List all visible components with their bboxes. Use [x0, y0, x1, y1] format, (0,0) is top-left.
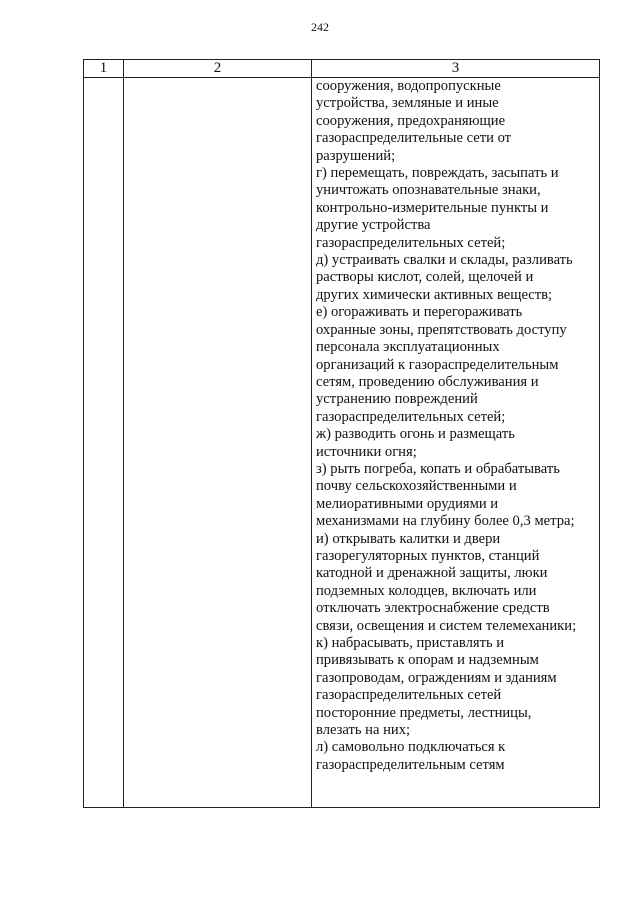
column-3-cell [312, 78, 600, 808]
text-line: и) открывать калитки и двери [316, 530, 501, 547]
text-line: других химически активных веществ; [316, 286, 553, 303]
text-line: механизмами на глубину более 0,3 метра; [316, 513, 575, 530]
text-line: газораспределительных сетей [316, 687, 502, 704]
text-line: сооружения, предохраняющие [316, 112, 506, 129]
column-2-cell [124, 78, 312, 808]
text-line: контрольно-измерительные пункты и [316, 199, 549, 216]
document-table [83, 59, 600, 808]
text-line: е) огораживать и перегораживать [316, 304, 523, 321]
text-line: посторонние предметы, лестницы, [316, 704, 532, 721]
text-line: катодной и дренажной защиты, люки [316, 565, 548, 582]
text-line: источники огня; [316, 443, 417, 460]
text-line: сооружения, водопропускные [316, 78, 501, 94]
page-number: 242 [311, 20, 329, 34]
text-line: ж) разводить огонь и размещать [316, 426, 515, 443]
text-line: мелиоративными орудиями и [316, 495, 499, 512]
text-line: растворы кислот, солей, щелочей и [316, 269, 534, 286]
text-line: другие устройства [316, 217, 431, 234]
text-line: газораспределительным сетям [316, 756, 505, 773]
text-line: газорегуляторных пунктов, станций [316, 547, 540, 564]
text-line: газораспределительных сетей; [316, 408, 506, 425]
text-line: привязывать к опорам и надземным [316, 652, 539, 669]
text-line: л) самовольно подключаться к [316, 739, 506, 756]
text-line: охранные зоны, препятствовать доступу [316, 321, 567, 338]
column-header-3: 3 [312, 60, 600, 78]
column-header-1: 1 [84, 60, 124, 78]
text-line: устранению повреждений [316, 391, 478, 408]
text-line: персонала эксплуатационных [316, 339, 500, 356]
text-line: к) набрасывать, приставлять и [316, 635, 505, 651]
text-line: сетям, проведению обслуживания и [316, 373, 539, 390]
text-line: отключать электроснабжение средств [316, 600, 550, 617]
table-row [84, 78, 600, 808]
text-line: устройства, земляные и иные [316, 95, 499, 112]
text-line: организаций к газораспределительным [316, 356, 559, 373]
column-1-cell [84, 78, 124, 808]
text-line: уничтожать опознавательные знаки, [316, 182, 541, 199]
text-line: почву сельскохозяйственными и [316, 478, 517, 495]
table-header-row [84, 60, 600, 78]
column-header-2: 2 [124, 60, 312, 78]
text-line: д) устраивать свалки и склады, разливать [316, 252, 573, 269]
text-line: з) рыть погреба, копать и обрабатывать [316, 460, 560, 477]
text-line: влезать на них; [316, 722, 411, 739]
text-line: г) перемещать, повреждать, засыпать и [316, 165, 559, 182]
text-line: газораспределительных сетей; [316, 234, 506, 251]
text-line: газораспределительные сети от [316, 130, 512, 147]
text-line: связи, освещения и систем телемеханики; [316, 617, 577, 634]
text-line: разрушений; [316, 147, 396, 164]
text-line: газопроводам, ограждениям и зданиям [316, 669, 557, 686]
text-line: подземных колодцев, включать или [316, 582, 537, 599]
